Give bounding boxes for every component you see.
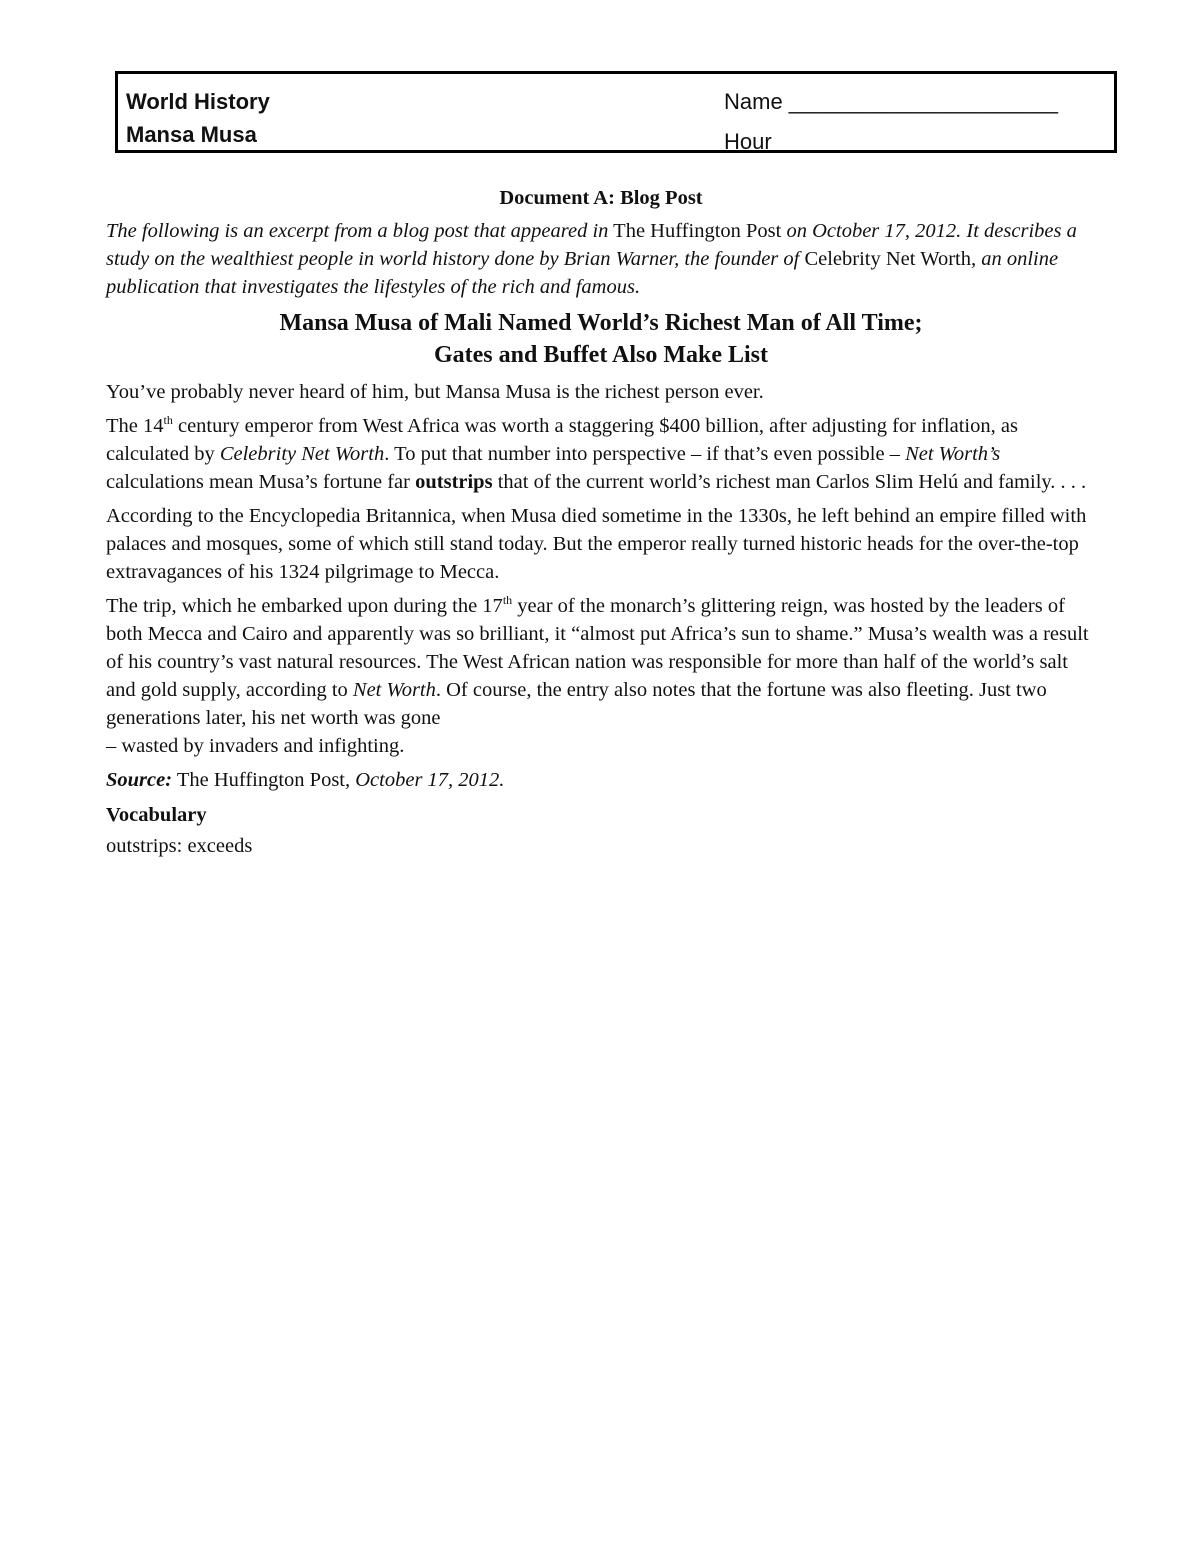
p2-text-f: calculations mean Musa’s fortune far <box>106 471 416 493</box>
source-publication: The Huffington Post <box>172 769 345 791</box>
p2-italic-e: Net Worth’s <box>905 443 1001 465</box>
p2-bold-vocab-word: outstrips <box>415 471 493 493</box>
vocabulary-entry: outstrips: exceeds <box>106 835 253 857</box>
paragraph-2 <box>106 412 1096 496</box>
intro-publication: The Huffington Post <box>608 220 787 242</box>
hour-field: Hour <box>724 129 772 154</box>
p2-text-a: The 14 <box>106 415 164 437</box>
worksheet-header <box>115 71 1117 153</box>
p2-text-h: that of the current world’s richest man Carlos Slim Helú and family. . . . <box>492 471 1087 493</box>
p4-italic-c: Net Worth <box>352 679 436 701</box>
headline-line-1: Mansa Musa of Mali Named World’s Richest Man of All Time; <box>279 310 923 336</box>
p2-italic-c: Celebrity Net Worth <box>219 443 385 465</box>
source-date: , October 17, 2012. <box>345 769 505 791</box>
p4-text-d: . Of course, the entry also notes that the fortune was also fleeting. Just two generations later, his net worth was gone <box>106 679 1047 729</box>
p2-text-b: century emperor from West Africa was worth a staggering $400 billion, after adjusting for inflation, as calculated by <box>106 415 1018 465</box>
paragraph-4 <box>106 592 1096 760</box>
article-headline <box>106 307 1096 371</box>
p2-text-d: . To put that number into perspective – if that’s even possible – <box>384 443 906 465</box>
intro-site: Celebrity Net Worth <box>799 248 971 270</box>
intro-text-1: The following is an excerpt from a blog post that appeared in <box>106 220 609 242</box>
course-title: World History <box>126 89 270 114</box>
paragraph-3: According to the Encyclopedia Britannica, when Musa died sometime in the 1330s, he left behind an empire filled with palaces and mosques, some of which still stand today. But the emperor really turned historic heads for the over-the-top extravagances of his 1324 pilgrimage to Mecca. <box>106 505 1087 583</box>
document-intro <box>106 217 1096 301</box>
name-field: Name ______________________ <box>724 89 1058 114</box>
p4-text-b: year of the monarch’s glittering reign, was hosted by the leaders of both Mecca and Cairo and apparently was so brilliant, it “almost put Africa’s sun to shame.” Musa’s wealth was a result of his country’s vast natural resources. The West African nation was responsible for more than half of the world’s salt and gold supply, according to <box>106 595 1089 701</box>
source-label: Source: <box>106 769 173 791</box>
intro-text-2: on October 17, 2012. It describes a study on the wealthiest people in world history done by Brian Warner, the founder of <box>106 220 1077 270</box>
intro-text-3: , an online publication that investigates the lifestyles of the rich and famous. <box>106 248 1059 298</box>
vocabulary-heading: Vocabulary <box>106 804 207 826</box>
headline-line-2: Gates and Buffet Also Make List <box>433 342 768 368</box>
p4-text-e: – wasted by invaders and infighting. <box>106 735 405 757</box>
document-body <box>106 184 1096 860</box>
p4-superscript: th <box>502 593 513 608</box>
p2-superscript: th <box>163 413 173 428</box>
source-citation <box>106 766 1096 794</box>
topic-title: Mansa Musa <box>126 122 257 147</box>
paragraph-1: You’ve probably never heard of him, but Mansa Musa is the richest person ever. <box>106 381 764 403</box>
p4-text-a: The trip, which he embarked upon during the 17 <box>106 595 503 617</box>
document-title: Document A: Blog Post <box>499 187 703 209</box>
